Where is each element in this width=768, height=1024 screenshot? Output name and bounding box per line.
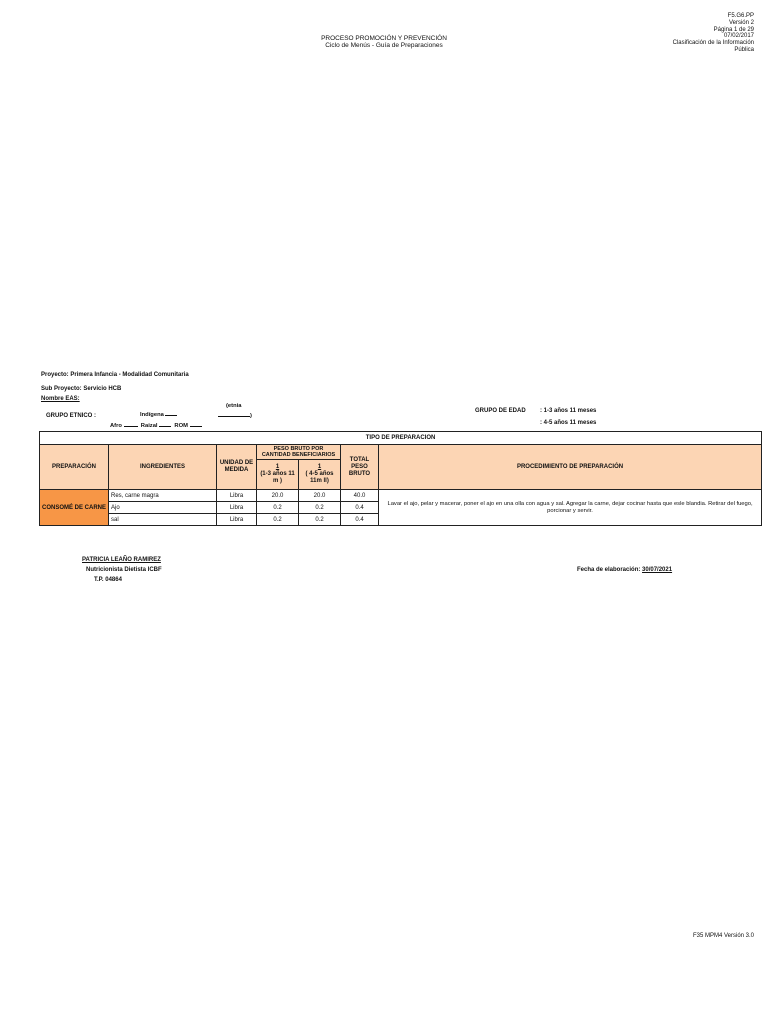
- procedimiento-text: Lavar el ajo, pelar y macerar, poner el ajo en una olla con agua y sal. Agregar la carne, dejar cocinar hasta que esle blandia. Retirar del fuego, porcionar y servir.: [379, 490, 762, 526]
- grupo-edad-2: : 4-5 años 11 meses: [540, 420, 597, 426]
- document-footer: F35 MPM4 Versión 3.0: [692, 933, 754, 939]
- unidad-cell: Libra: [217, 490, 257, 502]
- signature-name: PATRICIA LEAÑO RAMIREZ: [82, 557, 161, 563]
- table-title-row: [40, 432, 762, 445]
- rom-label: ROM: [174, 423, 188, 429]
- document-header-center: [0, 35, 768, 49]
- table-title: TIPO DE PREPARACION: [40, 432, 762, 445]
- process-subtitle: Ciclo de Menús - Guía de Preparaciones: [325, 42, 443, 49]
- preparation-table: [39, 431, 762, 526]
- unidad-cell: Libra: [217, 502, 257, 514]
- raizal-label: Raizal: [140, 423, 158, 429]
- etnia-blank: ): [218, 410, 252, 419]
- peso-a-cell: 0.2: [257, 502, 299, 514]
- header-unidad: UNIDAD DE MEDIDA: [217, 445, 257, 490]
- peso-a-cell: 0.2: [257, 514, 299, 526]
- indigena-field: [140, 409, 177, 418]
- grupo-edad-label: GRUPO DE EDAD: [475, 408, 526, 414]
- signature-role: Nutricionista Dietista ICBF: [86, 567, 162, 573]
- table-header-row: [40, 445, 762, 460]
- header-col-a: [257, 460, 299, 490]
- ingrediente-cell: sal: [109, 514, 217, 526]
- header-total: TOTAL PESO BRUTO: [341, 445, 379, 490]
- subproyecto-line: Sub Proyecto: Servicio HCB: [41, 386, 122, 392]
- afro-field: [110, 420, 202, 429]
- col-a-label: (1-3 años 11 m ): [260, 471, 295, 485]
- afro-label: Afro: [110, 423, 122, 429]
- etnia-label: (etnia: [226, 403, 242, 409]
- ingrediente-cell: Ajo: [109, 502, 217, 514]
- total-cell: 0.4: [341, 502, 379, 514]
- preparacion-name: CONSOMÉ DE CARNE: [40, 490, 109, 526]
- peso-b-cell: 0.2: [299, 502, 341, 514]
- fecha-label: Fecha de elaboración:: [577, 567, 641, 573]
- ingrediente-cell: Res, carne magra: [109, 490, 217, 502]
- col-a-count: 1: [275, 464, 280, 471]
- nombre-eas-label: Nombre EAS:: [41, 396, 80, 402]
- header-col-b: [299, 460, 341, 490]
- classification-value: Pública: [734, 46, 754, 53]
- document-header-right: [673, 13, 754, 54]
- document-code: F5.G6.PP: [727, 13, 754, 19]
- total-cell: 0.4: [341, 514, 379, 526]
- peso-a-cell: 20.0: [257, 490, 299, 502]
- signature-tp: T.P. 04864: [94, 577, 122, 583]
- grupo-etnico-label: GRUPO ETNICO :: [46, 413, 97, 419]
- classification-label: Clasificación de la Información: [672, 40, 754, 47]
- fecha-elaboracion: [577, 567, 672, 573]
- indigena-blank: [165, 409, 177, 416]
- peso-b-cell: 20.0: [299, 490, 341, 502]
- header-procedimiento: PROCEDIMIENTO DE PREPARACIÓN: [379, 445, 762, 490]
- page-number: Página 1 de 29: [713, 26, 754, 33]
- proyecto-line: Proyecto: Primera Infancia - Modalidad Comunitaria: [41, 372, 189, 378]
- unidad-cell: Libra: [217, 514, 257, 526]
- header-peso-bruto: PESO BRUTO POR CANTIDAD BENEFICIARIOS: [257, 445, 341, 460]
- process-title: PROCESO PROMOCIÓN Y PREVENCIÓN: [321, 35, 447, 42]
- header-preparacion: PREPARACIÓN: [40, 445, 109, 490]
- grupo-edad-1: : 1-3 años 11 meses: [540, 408, 597, 414]
- col-b-label: ( 4-5 años 11m ll): [305, 471, 334, 485]
- fecha-value: 30/07/2021: [642, 567, 673, 573]
- table-row: [40, 490, 762, 502]
- header-ingredientes: INGREDIENTES: [109, 445, 217, 490]
- indigena-label: Indígena: [140, 412, 164, 418]
- total-cell: 40.0: [341, 490, 379, 502]
- peso-b-cell: 0.2: [299, 514, 341, 526]
- document-date: 07/02/2017: [723, 33, 754, 40]
- col-b-count: 1: [317, 464, 322, 471]
- document-version: Versión 2: [728, 19, 754, 26]
